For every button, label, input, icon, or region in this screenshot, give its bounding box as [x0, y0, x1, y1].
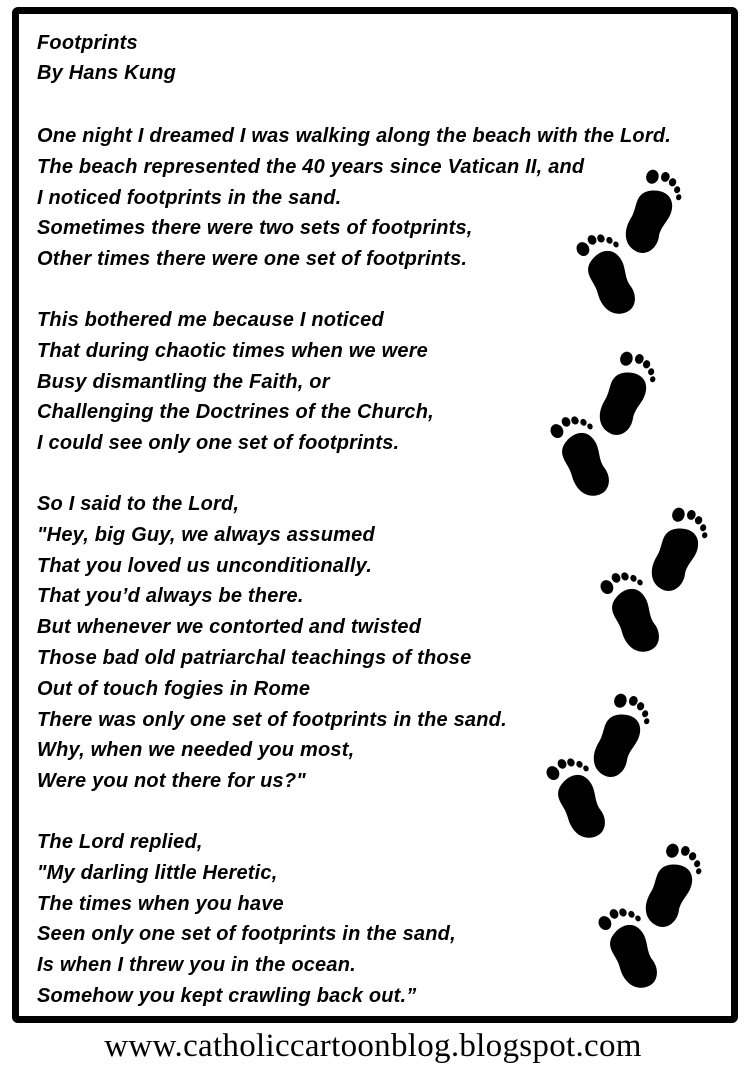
poem-line: So I said to the Lord,: [37, 492, 240, 515]
poem-line: I noticed footprints in the sand.: [37, 186, 342, 209]
poem-line: This bothered me because I noticed: [37, 308, 384, 331]
poem-line: The beach represented the 40 years since Vatican II, and: [37, 155, 585, 178]
poem-line: "My darling little Heretic,: [37, 861, 278, 884]
stanza-gap: [37, 275, 727, 305]
poem-line: Sometimes there were two sets of footprints,: [37, 217, 473, 240]
poem-line: Those bad old patriarchal teachings of those: [37, 646, 472, 669]
poem-line: That you loved us unconditionally.: [37, 554, 372, 577]
poem-line: That you’d always be there.: [37, 585, 304, 608]
poem-line: Somehow you kept crawling back out.”: [37, 984, 417, 1007]
poem-line: Busy dismantling the Faith, or: [37, 370, 330, 393]
poem-line: Other times there were one set of footprints.: [37, 248, 468, 271]
stanza-gap: [37, 459, 727, 489]
stanza-1: [37, 121, 727, 275]
poem-line: "Hey, big Guy, we always assumed: [37, 523, 375, 546]
poem-line: The times when you have: [37, 892, 284, 915]
poem-line: There was only one set of footprints in the sand.: [37, 708, 507, 731]
stanza-gap: [37, 797, 727, 827]
poem-line: But whenever we contorted and twisted: [37, 616, 422, 639]
poem-title: Footprints: [37, 32, 138, 54]
poem-byline: By Hans Kung: [37, 62, 177, 84]
poem-line: The Lord replied,: [37, 830, 203, 853]
poem-line: Challenging the Doctrines of the Church,: [37, 401, 434, 424]
poem: [37, 28, 727, 1012]
stanza-3: [37, 489, 727, 797]
stanza-gap: [37, 88, 727, 121]
poem-line: Seen only one set of footprints in the sand,: [37, 923, 456, 946]
poem-line: Why, when we needed you most,: [37, 739, 355, 762]
poem-line: One night I dreamed I was walking along the beach with the Lord.: [37, 125, 671, 147]
poem-line: I could see only one set of footprints.: [37, 432, 400, 455]
stanza-2: [37, 305, 727, 459]
stanza-4: [37, 827, 727, 1012]
footer-url: www.catholiccartoonblog.blogspot.com: [104, 1028, 642, 1064]
poem-line: Were you not there for us?": [37, 770, 306, 793]
poem-line: Is when I threw you in the ocean.: [37, 954, 356, 977]
poem-line: Out of touch fogies in Rome: [37, 677, 311, 700]
poem-line: That during chaotic times when we were: [37, 339, 429, 362]
document-frame: [12, 7, 738, 1023]
